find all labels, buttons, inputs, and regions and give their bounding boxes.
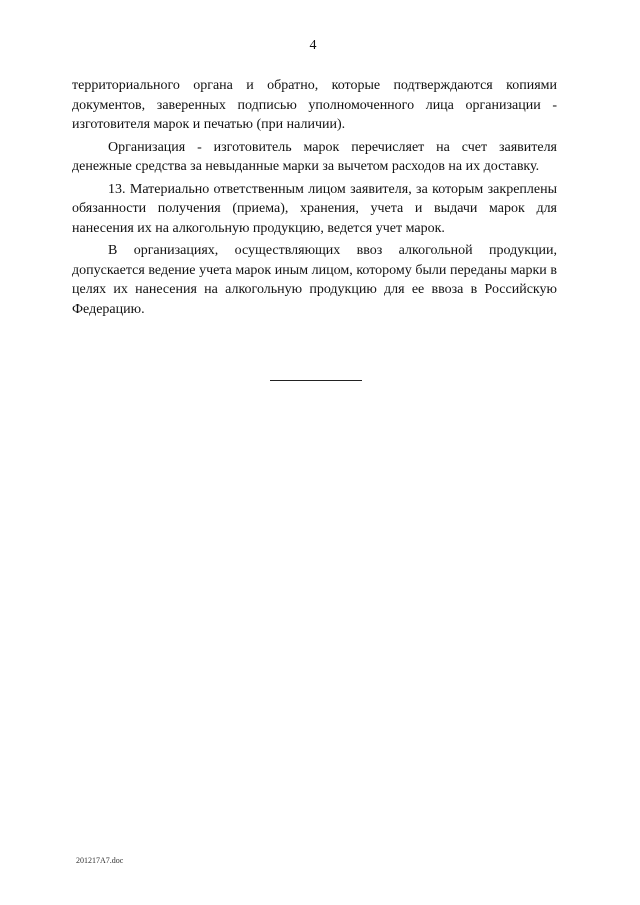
- paragraph-import-organizations: В организациях, осуществляющих ввоз алкогольной продукции, допускается ведение учета марок иным лицом, которому были переданы марки в целях их нанесения на алкогольную продукцию для ее ввоза в Российскую Федерацию.: [72, 243, 557, 317]
- paragraph-item-13: 13. Материально ответственным лицом заявителя, за которым закреплены обязанности получения (приема), хранения, учета и выдачи марок для нанесения их на алкогольную продукцию, ведется учет марок.: [72, 181, 557, 236]
- document-body: [72, 76, 557, 322]
- end-separator-line: [270, 380, 362, 381]
- paragraph-continuation: территориального органа и обратно, которые подтверждаются копиями документов, заверенных подписью уполномоченного лица организации - изготовителя марок и печатью (при наличии).: [72, 78, 557, 132]
- paragraph-organization-transfer: Организация - изготовитель марок перечисляет на счет заявителя денежные средства за невыданные марки за вычетом расходов на их доставку.: [72, 139, 557, 174]
- page-number: 4: [309, 38, 317, 53]
- footer-file-name: 201217А7.doc: [76, 856, 124, 865]
